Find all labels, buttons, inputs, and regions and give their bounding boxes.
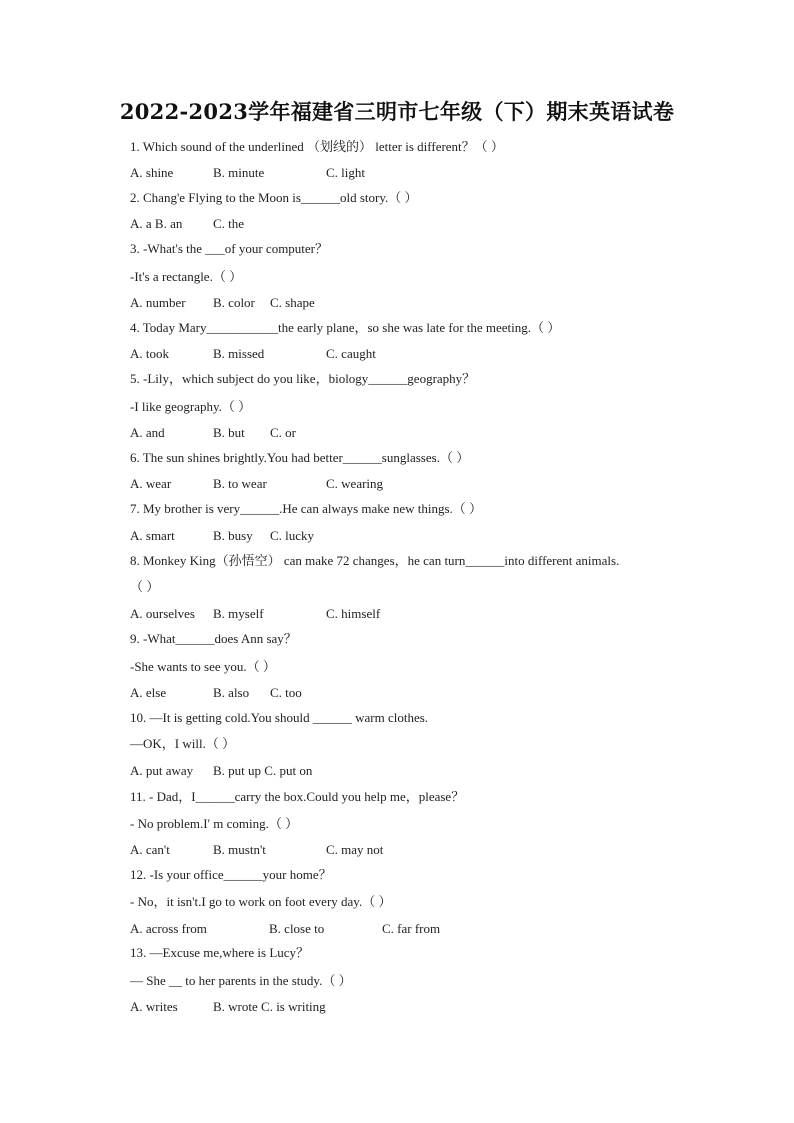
answer-option: B. to wear <box>213 476 267 491</box>
question-line: 8. Monkey King（孙悟空） can make 72 changes，he can turn______into different animals. <box>130 553 620 568</box>
answer-option: A. number <box>130 295 186 310</box>
answer-option: C. may not <box>326 842 384 857</box>
question-line: 12. -Is your office______your home？ <box>130 867 332 882</box>
answer-option: A. ourselves <box>130 606 195 621</box>
answer-option: C. caught <box>326 346 376 361</box>
question-line: 7. My brother is very______.He can always make new things.（ ） <box>130 501 483 516</box>
answer-option: B. missed <box>213 346 265 361</box>
answer-option: C. wearing <box>326 476 384 491</box>
answer-option: B. color <box>213 295 255 310</box>
answer-option: B. mustn't <box>213 842 266 857</box>
answer-option: A. put away <box>130 763 194 778</box>
question-line: 3. -What's the ___of your computer？ <box>130 241 329 256</box>
question-line: 1. Which sound of the underlined （划线的） letter is different？（ ） <box>130 139 504 154</box>
question-line: -It's a rectangle.（ ） <box>130 269 243 284</box>
question-line: -I like geography.（ ） <box>130 399 252 414</box>
question-line: 4. Today Mary___________the early plane，so she was late for the meeting.（ ） <box>130 320 561 335</box>
answer-option: A. took <box>130 346 169 361</box>
question-line: 11. - Dad，I______carry the box.Could you help me，please？ <box>130 789 465 804</box>
answer-option: B. put up C. put on <box>213 763 313 778</box>
answer-option: C. himself <box>326 606 381 621</box>
question-line: - No，it isn't.I go to work on foot every day.（ ） <box>130 894 392 909</box>
question-line: -She wants to see you.（ ） <box>130 659 276 674</box>
question-line: - No problem.I' m coming.（ ） <box>130 816 299 831</box>
question-line: 13. —Excuse me,where is Lucy？ <box>130 945 310 960</box>
question-line: — She __ to her parents in the study.（ ） <box>130 973 352 988</box>
answer-option: A. else <box>130 685 167 700</box>
answer-option: C. lucky <box>270 528 315 543</box>
question-line: （ ） <box>130 579 160 594</box>
answer-option: A. wear <box>130 476 172 491</box>
answer-option: A. can't <box>130 842 170 857</box>
answer-option: A. writes <box>130 999 178 1014</box>
answer-option: B. wrote C. is writing <box>213 999 326 1014</box>
answer-option: C. light <box>326 165 366 180</box>
answer-option: B. myself <box>213 606 264 621</box>
question-line: —OK，I will.（ ） <box>130 736 236 751</box>
answer-option: B. minute <box>213 165 265 180</box>
question-line: 9. -What______does Ann say？ <box>130 631 297 646</box>
question-line: 2. Chang'e Flying to the Moon is______old story.（ ） <box>130 190 418 205</box>
question-line: 6. The sun shines brightly.You had better______sunglasses.（ ） <box>130 450 470 465</box>
answer-option: A. and <box>130 425 165 440</box>
answer-option: C. shape <box>270 295 315 310</box>
answer-option: A. shine <box>130 165 174 180</box>
answer-option: C. the <box>213 216 245 231</box>
answer-option: A. a B. an <box>130 216 183 231</box>
answer-option: A. across from <box>130 921 207 936</box>
answer-option: A. smart <box>130 528 175 543</box>
answer-option: C. far from <box>382 921 441 936</box>
page-title: 2022-2023学年福建省三明市七年级（下）期末英语试卷 <box>119 99 675 124</box>
answer-option: C. or <box>270 425 296 440</box>
answer-option: B. also <box>213 685 250 700</box>
answer-option: B. busy <box>213 528 253 543</box>
question-line: 5. -Lily，which subject do you like，biology______geography？ <box>130 371 476 386</box>
answer-option: B. but <box>213 425 245 440</box>
answer-option: B. close to <box>269 921 325 936</box>
answer-option: C. too <box>270 685 302 700</box>
question-line: 10. —It is getting cold.You should ______ warm clothes. <box>130 710 429 725</box>
